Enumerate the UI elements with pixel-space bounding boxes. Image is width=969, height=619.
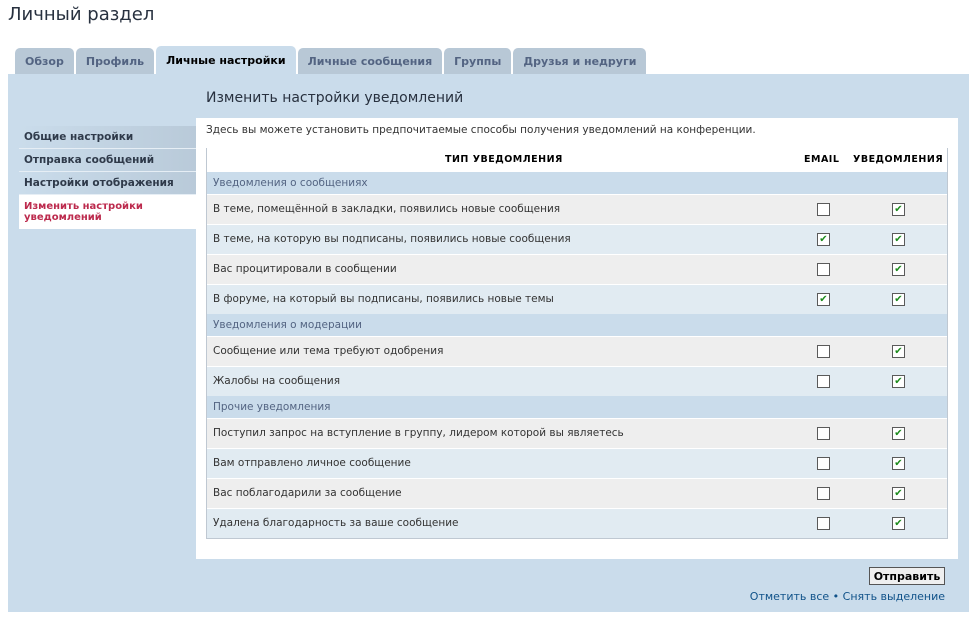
email-checkbox[interactable] <box>817 427 830 440</box>
tab-bar <box>15 46 646 74</box>
section-title: Изменить настройки уведомлений <box>206 90 464 106</box>
column-type-header: ТИП УВЕДОМЛЕНИЯ <box>445 154 563 165</box>
table-row <box>207 254 947 284</box>
unmark-all-link[interactable]: Снять выделение <box>842 590 945 603</box>
email-checkbox[interactable] <box>817 263 830 276</box>
table-row <box>207 448 947 478</box>
tab-friends-foes[interactable]: Друзья и недруги <box>513 48 646 74</box>
notification-label: Удалена благодарность за ваше сообщение <box>213 517 459 529</box>
notify-checkbox[interactable]: ✔ <box>892 203 905 216</box>
link-separator: • <box>832 590 840 603</box>
notify-checkbox[interactable]: ✔ <box>892 487 905 500</box>
notification-label: В теме, помещённой в закладки, появились новые сообщения <box>213 203 561 215</box>
tab-profile[interactable]: Профиль <box>76 48 154 74</box>
notify-checkbox[interactable]: ✔ <box>892 263 905 276</box>
submit-button[interactable]: Отправить <box>869 567 945 585</box>
notify-checkbox[interactable]: ✔ <box>892 375 905 388</box>
column-notify-header: УВЕДОМЛЕНИЯ <box>853 154 944 165</box>
notification-label: Вас процитировали в сообщении <box>213 263 397 275</box>
tab-private-messages[interactable]: Личные сообщения <box>298 48 443 74</box>
notify-checkbox[interactable]: ✔ <box>892 457 905 470</box>
tab-preferences[interactable]: Личные настройки <box>156 46 295 74</box>
table-row <box>207 366 947 396</box>
notify-checkbox[interactable]: ✔ <box>892 427 905 440</box>
notification-label: Жалобы на сообщения <box>213 375 341 387</box>
notify-checkbox[interactable]: ✔ <box>892 233 905 246</box>
email-checkbox[interactable] <box>817 375 830 388</box>
table-row <box>207 508 947 538</box>
table-body <box>207 172 947 538</box>
notification-label: Сообщение или тема требуют одобрения <box>213 345 444 357</box>
table-row <box>207 336 947 366</box>
notify-checkbox[interactable]: ✔ <box>892 293 905 306</box>
side-item-posting-settings[interactable]: Отправка сообщений <box>19 149 196 172</box>
email-checkbox[interactable] <box>817 517 830 530</box>
side-item-notification-settings[interactable]: Изменить настройки уведомлений <box>19 195 196 229</box>
side-item-general-settings[interactable]: Общие настройки <box>19 126 196 149</box>
intro-text: Здесь вы можете установить предпочитаемые способы получения уведомлений на конференции. <box>206 124 756 136</box>
notification-label: Поступил запрос на вступление в группу, лидером которой вы являетесь <box>213 427 624 439</box>
table-header <box>207 148 947 172</box>
group-header: Уведомления о сообщениях <box>207 172 947 194</box>
table-row <box>207 478 947 508</box>
notification-label: Вас поблагодарили за сообщение <box>213 487 402 499</box>
notification-label: В теме, на которую вы подписаны, появились новые сообщения <box>213 233 571 245</box>
table-row <box>207 194 947 224</box>
notify-checkbox[interactable]: ✔ <box>892 345 905 358</box>
tab-groups[interactable]: Группы <box>444 48 511 74</box>
email-checkbox[interactable] <box>817 203 830 216</box>
page-title: Личный раздел <box>8 4 155 25</box>
group-header: Прочие уведомления <box>207 396 947 418</box>
email-checkbox[interactable] <box>817 457 830 470</box>
email-checkbox[interactable] <box>817 345 830 358</box>
column-email-header: EMAIL <box>804 154 840 165</box>
email-checkbox[interactable]: ✔ <box>817 233 830 246</box>
table-row <box>207 224 947 254</box>
notification-label: В форуме, на который вы подписаны, появились новые темы <box>213 293 554 305</box>
side-menu <box>19 126 196 229</box>
notification-table <box>206 148 948 539</box>
side-item-display-settings[interactable]: Настройки отображения <box>19 172 196 195</box>
tab-overview[interactable]: Обзор <box>15 48 74 74</box>
selection-links <box>750 590 945 603</box>
email-checkbox[interactable]: ✔ <box>817 293 830 306</box>
mark-all-link[interactable]: Отметить все <box>749 590 830 603</box>
email-checkbox[interactable] <box>817 487 830 500</box>
table-row <box>207 284 947 314</box>
group-header: Уведомления о модерации <box>207 314 947 336</box>
table-row <box>207 418 947 448</box>
notification-label: Вам отправлено личное сообщение <box>213 457 411 469</box>
notify-checkbox[interactable]: ✔ <box>892 517 905 530</box>
